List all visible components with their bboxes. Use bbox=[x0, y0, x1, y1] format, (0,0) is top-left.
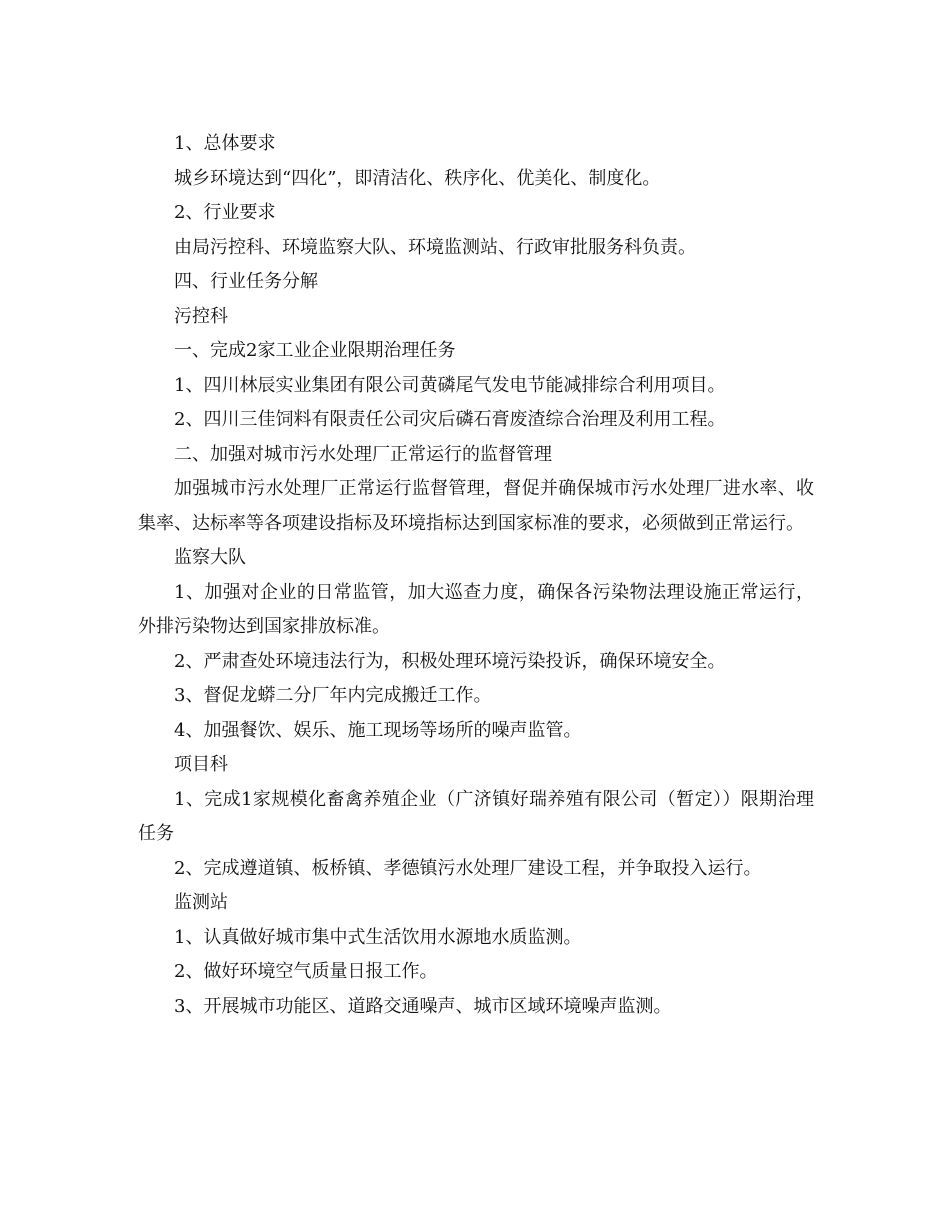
heading-monitoring-station: 监测站 bbox=[174, 892, 228, 913]
list-item-linchen-project: 1、四川林辰实业集团有限公司黄磷尾气发电节能减排综合利用项目。 bbox=[174, 374, 726, 396]
paragraph-responsible-departments: 由局污控科、环境监察大队、环境监测站、行政审批服务科负责。 bbox=[174, 236, 696, 258]
list-item-relocation: 3、督促龙蟒二分厂年内完成搬迁工作。 bbox=[174, 685, 492, 706]
heading-industry-requirements: 2、行业要求 bbox=[174, 202, 276, 223]
document-body bbox=[138, 127, 814, 1024]
heading-pollution-control-section: 污控科 bbox=[174, 305, 228, 327]
heading-remediation-tasks: 一、完成2家工业企业限期治理任务 bbox=[174, 340, 456, 361]
list-item-water-source-monitoring: 1、认真做好城市集中式生活饮用水源地水质监测。 bbox=[174, 926, 582, 948]
list-item-violations: 2、严肃查处环境违法行为，积极处理环境污染投诉，确保环境安全。 bbox=[174, 650, 726, 672]
heading-task-breakdown: 四、行业任务分解 bbox=[174, 271, 318, 292]
list-item-sanjia-project: 2、四川三佳饲料有限责任公司灾后磷石膏废渣综合治理及利用工程。 bbox=[174, 409, 726, 430]
list-item-town-sewage-plants: 2、完成遵道镇、板桥镇、孝德镇污水处理厂建设工程，并争取投入运行。 bbox=[174, 857, 762, 879]
paragraph-sewage-plant-details: 加强城市污水处理厂正常运行监督管理，督促并确保城市污水处理厂进水率、收集率、达标率等各项建设指标及环境指标达到国家标准的要求，必须做到正常运行。 bbox=[138, 478, 814, 534]
list-item-noise-monitoring: 3、开展城市功能区、道路交通噪声、城市区域环境噪声监测。 bbox=[174, 995, 672, 1017]
list-item-noise-supervision: 4、加强餐饮、娱乐、施工现场等场所的噪声监管。 bbox=[174, 719, 582, 741]
paragraph-four-modernizations: 城乡环境达到“四化”，即清洁化、秩序化、优美化、制度化。 bbox=[174, 167, 661, 189]
heading-inspection-brigade: 监察大队 bbox=[174, 547, 246, 568]
list-item-air-quality-report: 2、做好环境空气质量日报工作。 bbox=[174, 961, 438, 982]
list-item-daily-supervision: 1、加强对企业的日常监管，加大巡查力度，确保各污染物法理设施正常运行，外排污染物达到国家排放标准。 bbox=[138, 581, 814, 637]
heading-overall-requirements: 1、总体要求 bbox=[174, 133, 276, 154]
heading-project-section: 项目科 bbox=[174, 754, 228, 775]
heading-sewage-plant-supervision: 二、加强对城市污水处理厂正常运行的监督管理 bbox=[174, 443, 552, 465]
list-item-livestock-remediation: 1、完成1家规模化畜禽养殖企业（广济镇好瑞养殖有限公司（暂定））限期治理任务 bbox=[138, 788, 814, 844]
